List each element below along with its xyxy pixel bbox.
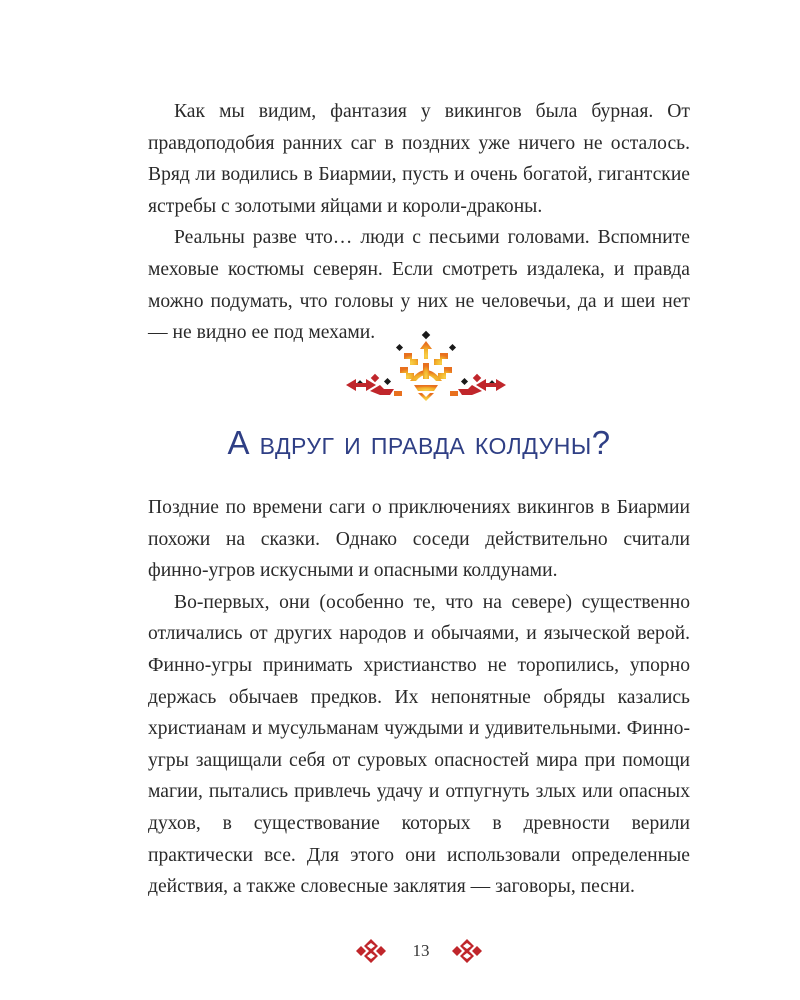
folk-cross-ornament-icon <box>451 938 483 964</box>
folk-sun-ornament-icon <box>344 329 508 405</box>
paragraph: Во-первых, они (особенно те, что на севере) существенно отличались от других народов и обычаями, и языческой верой. Финно-угры принимать христианство не торопились, упорно держась обычаев предков. Их непонятные обряды казались христианам и мусульманам чуждыми и удивительными. Финно-угры защищали себя от суровых опасностей мира при помощи магии, пытались привлечь удачу и отпугнуть злых или опасных духов, в существование которых в древности верили практически все. Для этого они использовали определенные действия, а также словесные заклятия — заговоры, песни. <box>148 591 690 898</box>
section-heading: А вдруг и правда колдуны? <box>227 424 611 461</box>
paragraph: Реальны разве что… люди с песьими головами. Вспомните меховые костюмы северян. Если смотреть издалека, и правда можно подумать, что головы у них не человечьи, да и шеи нет — не видно ее под мехами. <box>148 227 690 344</box>
folk-cross-ornament-icon <box>355 938 387 964</box>
page-footer <box>0 936 800 968</box>
page-number: 13 <box>412 941 430 960</box>
paragraph: Как мы видим, фантазия у викингов была бурная. От правдоподобия ранних саг в поздних уже ничего не осталось. Вряд ли водились в Биармии, пусть и очень богатой, гигантские ястребы с золотыми яйцами и короли-драконы. <box>148 101 690 217</box>
section-text-block <box>148 492 690 903</box>
paragraph: Поздние по времени саги о приключениях викингов в Биармии похожи на сказки. Однако соседи действительно считали финно-угров искусными и опасными колдунами. <box>148 497 690 582</box>
intro-text-block <box>148 96 690 349</box>
